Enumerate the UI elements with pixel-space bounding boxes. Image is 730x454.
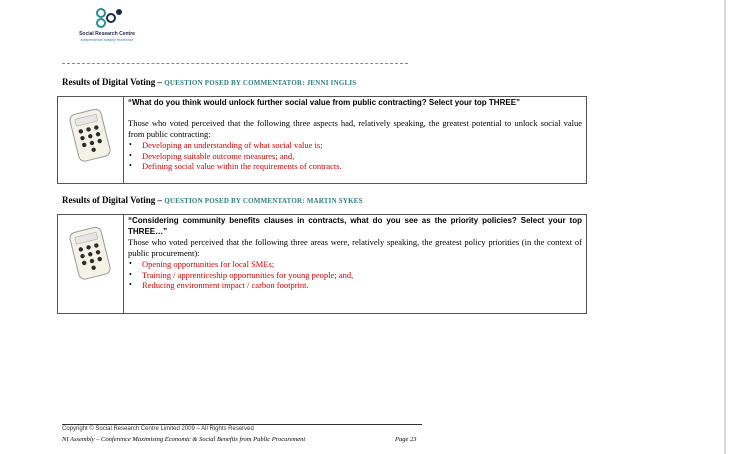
logo-icon [90, 8, 124, 30]
section-heading-label: Results of Digital Voting [62, 77, 156, 87]
heading-dash: – [155, 195, 165, 205]
page-number: Page 23 [395, 436, 417, 443]
logo-name: Social Research Centre [79, 31, 135, 37]
heading-dash: – [155, 77, 165, 87]
bullet-icon: • [129, 259, 132, 268]
list-item-text: Developing suitable outcome measures; and, [142, 150, 295, 161]
voting-keypad-cell [58, 215, 124, 313]
section-heading [62, 195, 363, 205]
list-item-text: Reducing environment impact / carbon footprint. [142, 280, 309, 290]
footer-divider [62, 424, 422, 425]
list-item-text: Developing an understanding of what social value is; [142, 140, 323, 150]
voting-keypad-icon [68, 107, 114, 163]
voting-keypad-icon [68, 225, 114, 281]
speaker-label: QUESTION POSED BY COMMENTATOR: JENNI INGLIS [164, 79, 357, 87]
section-heading-label: Results of Digital Voting [62, 195, 156, 205]
poll-intro: Those who voted perceived that the following three areas were, relatively speaking, the greatest policy priorities (in the context of public procurement): [128, 237, 582, 258]
list-item [128, 280, 582, 291]
list-item [128, 140, 582, 151]
bullet-icon: • [129, 280, 132, 289]
list-item-text: Defining social value within the requirements of contracts. [142, 161, 342, 171]
logo-tagline: independence integrity excellence [80, 38, 134, 42]
list-item-text: Training / apprenticeship opportunities for young people; and, [142, 269, 354, 280]
poll-text [124, 97, 586, 183]
poll-intro: Those who voted perceived that the following three aspects had, relatively speaking, the greatest potential to unlock social value from public contracting: [128, 118, 582, 139]
bullet-icon: • [129, 161, 132, 170]
bullet-icon: • [129, 140, 132, 149]
page-edge [724, 0, 726, 454]
copyright-notice: Copyright © Social Research Centre Limited 2009 – All Rights Reserved [62, 426, 254, 432]
poll-text [124, 215, 586, 313]
list-item [128, 151, 582, 162]
poll-question: “What do you think would unlock further social value from public contracting? Select your top THREE” [128, 98, 521, 107]
list-item [128, 161, 582, 172]
voting-keypad-cell [58, 97, 124, 183]
document-title: NI Assembly – Conference Maximising Economic & Social Benefits from Public Procurement [62, 436, 306, 443]
speaker-label: QUESTION POSED BY COMMENTATOR: MARTIN SYKES [164, 197, 363, 205]
poll-question: “Considering community benefits clauses in contracts, what do you see as the priority policies? Select your top THREE…” [128, 216, 582, 236]
header-divider [62, 63, 408, 64]
section-heading [62, 77, 356, 87]
list-item [128, 259, 582, 270]
bullet-icon: • [129, 150, 132, 160]
priority-list [128, 140, 582, 172]
bullet-icon: • [129, 269, 132, 279]
poll-box [57, 214, 587, 314]
list-item [128, 270, 582, 281]
priority-list [128, 259, 582, 291]
logo [74, 8, 140, 42]
list-item-text: Opening opportunities for local SMEs; [142, 259, 275, 269]
poll-box [57, 96, 587, 184]
